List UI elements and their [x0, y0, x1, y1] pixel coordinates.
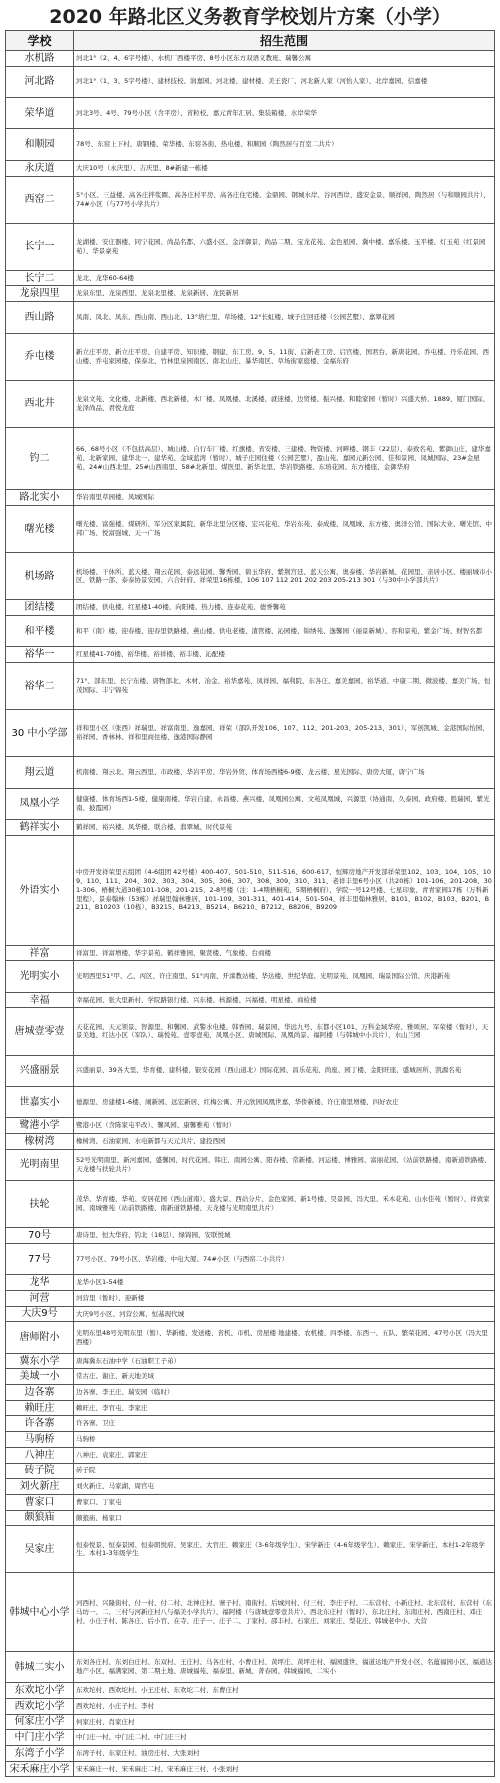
enrollment-range-text: 龙湖楼、安庄器楼、同宁花园、尚品名都、六盛小区、金洋御景、尚品二期、宝龙花苑、金色星园、冀中楼、嘉乐楼、玉平楼、灯玉苑（红景园苑）、华景豪苑	[76, 237, 486, 255]
enrollment-range-text: 天花花园、天元领景、智源里、和馨园、武警水电楼、韩香园、瑞景园、华远九号、东都小区101、万科金域华府、雅颂居、军荣楼（暂时）、天景美地、红达小区（军队）、瑞悦苑、壹零壹苑、凤凰小区、唐城国际、凤凰尚景、福阿楼（与韩城中小共片）、水山兰园	[76, 1022, 489, 1040]
table-row	[6, 1698, 495, 1714]
school-name-cell: 77号	[6, 1243, 74, 1274]
table-row	[6, 1526, 495, 1573]
table-row	[6, 1494, 495, 1510]
table-row	[6, 506, 495, 553]
school-name-cell: 河营	[6, 1290, 74, 1306]
enrollment-range-cell	[74, 1228, 495, 1244]
school-name-cell: 马驹桥	[6, 1432, 74, 1448]
enrollment-range-cell	[74, 1322, 495, 1353]
enrollment-range-text: 鹭港小区（含陈家屯平改）、馨风园、康馨雅苑（暂时）	[76, 1121, 236, 1130]
table-row	[6, 1385, 495, 1401]
table-row	[6, 1746, 495, 1762]
table-row	[6, 1290, 495, 1306]
enrollment-range-cell	[74, 945, 495, 961]
table-row	[6, 663, 495, 710]
table-row	[6, 945, 495, 961]
school-name-cell: 西北井	[6, 380, 74, 427]
enrollment-range-text: 健康楼、体育场西1-5楼、健康南楼、华岩自建、永昌楼、燕兴楼、凤凰园公寓、文苑凤凰城、兴源里（协通南、久泰园、政府楼、胜瑞园、紫光南、披霞园）	[76, 795, 490, 812]
table-row	[6, 1479, 495, 1495]
enrollment-range-text: 78号、东窑上下村、唐钢楼、荣华楼、东窑各街、热电楼、和顺园（陶然居与百室二共片）	[76, 140, 338, 149]
table-row	[6, 223, 495, 270]
school-name-cell: 裕华二	[6, 663, 74, 710]
enrollment-range-text: 71°、部东里、长宁东楼、唐物部北、木材、冶金、裕华嘉苑、凤祥园、福利院、东各庄、嘉美嘉园、裕华道、中康二期、微波楼、嘉美广场、恒茂国际、丰宁锦苑	[76, 677, 491, 695]
school-name-cell: 机场路	[6, 553, 74, 600]
table-row	[6, 1400, 495, 1416]
enrollment-range-text: 橡树湾、石油家园、水电新都与天元共片、建投西园	[76, 1136, 226, 1145]
enrollment-range-text: 马驹桥	[76, 1435, 96, 1444]
table-row	[6, 961, 495, 992]
enrollment-range-text: 河北1°（1、3、5字号楼）、建材技校、润嘉园、河北楼、建材楼、美王瓷厂、河北新人家（河怡人家）、北岸嘉园、信嘉楼	[76, 77, 428, 86]
enrollment-range-cell	[74, 1573, 495, 1652]
enrollment-range-cell	[74, 333, 495, 380]
enrollment-range-text: 恒泰悦景、恒泰景园、恒泰朗悦府、吴家庄、大官庄、赖家庄（3-6年级学生）、宋学新庄（4-6年级学生）、赖家庄、宋学新庄、本村1-2年级学生、本村1-3年级学生	[76, 1540, 485, 1558]
enrollment-range-cell	[74, 129, 495, 160]
school-name-cell: 赖旺庄	[6, 1400, 74, 1416]
table-row	[6, 1730, 495, 1746]
table-row	[6, 820, 495, 836]
page-title: 2020 年路北区义务教育学校划片方案（小学）	[49, 6, 451, 28]
enrollment-range-text: 祥富里、祥富增楼、华宇景苑、鹤祥雅园、聚贤楼、气象楼、台商楼	[76, 948, 271, 957]
enrollment-range-text: 红星楼41-70楼、裕华楼、裕祥楼、裕丰楼、沁配楼	[76, 650, 225, 659]
enrollment-range-cell	[74, 1463, 495, 1479]
school-name-cell: 冀东小学	[6, 1353, 74, 1369]
table-row	[6, 1118, 495, 1134]
enrollment-range-cell	[74, 1149, 495, 1180]
table-row	[6, 1510, 495, 1526]
enrollment-range-cell	[74, 961, 495, 992]
enrollment-range-cell	[74, 1761, 495, 1777]
school-name-cell: 长宁一	[6, 223, 74, 270]
school-name-cell: 中门庄小学	[6, 1730, 74, 1746]
enrollment-range-text: 龙泉东里、龙泉西里、龙泉北里楼、龙泉新居、龙民新居	[76, 289, 239, 298]
table-row	[6, 757, 495, 788]
school-name-cell: 路北实小	[6, 490, 74, 506]
enrollment-range-cell	[74, 1353, 495, 1369]
enrollment-range-cell	[74, 380, 495, 427]
enrollment-range-text: 茂华、华育楼、华苑、安居花园（西山道南）、盛大景、西站分片、金色家园、新1号楼、昊景园、冯大里、禾木花苑、山水佳苑（暂时）、祥致家园、南城雅苑（站前铁路楼、南新道铁路楼、天龙楼与光明南里共片）	[76, 1195, 490, 1213]
school-name-cell: 吴家庄	[6, 1526, 74, 1573]
school-name-cell: 西欢坨小学	[6, 1698, 74, 1714]
enrollment-range-cell	[74, 788, 495, 819]
school-name-cell: 凤凰小学	[6, 788, 74, 819]
table-row	[6, 270, 495, 286]
enrollment-range-cell	[74, 1181, 495, 1228]
school-name-cell: 鹭港小学	[6, 1118, 74, 1134]
enrollment-range-cell	[74, 1400, 495, 1416]
enrollment-range-cell	[74, 1510, 495, 1526]
enrollment-range-text: 河营里（暂时）、迎新楼	[76, 1293, 145, 1302]
school-name-cell: 何家庄小学	[6, 1714, 74, 1730]
enrollment-range-cell	[74, 1275, 495, 1291]
school-name-cell: 西山路	[6, 302, 74, 333]
enrollment-range-text: 大庆9号小区、河营公寓、恒基现代城	[76, 1309, 185, 1318]
table-row	[6, 427, 495, 490]
enrollment-range-cell	[74, 1730, 495, 1746]
enrollment-range-text: 砖子院	[76, 1466, 96, 1475]
enrollment-range-cell	[74, 1494, 495, 1510]
school-name-cell: 韩城二实小	[6, 1651, 74, 1682]
school-name-cell: 世嘉实小	[6, 1086, 74, 1117]
enrollment-range-cell	[74, 1416, 495, 1432]
enrollment-range-cell	[74, 710, 495, 757]
enrollment-range-cell	[74, 66, 495, 97]
enrollment-range-cell	[74, 1369, 495, 1385]
table-row	[6, 788, 495, 819]
school-name-cell: 乔屯楼	[6, 333, 74, 380]
enrollment-range-text: 赖旺庄、李官屯、李家庄	[76, 1403, 148, 1412]
enrollment-range-text: 光明西里51°甲、乙、丙区、许庄南里、51°丙南、开滦教站楼、华达楼、世纪华庭、光明景苑、凤凰园、瑞景国际公馆、庆港新苑	[76, 972, 451, 981]
table-row	[6, 1228, 495, 1244]
school-name-cell: 大庆9号	[6, 1306, 74, 1322]
enrollment-range-cell	[74, 616, 495, 647]
school-name-cell: 河北路	[6, 66, 74, 97]
enrollment-range-text: 德源里、房建楼1-6楼、闹新园、远宏新居、红梅公寓、开元欣园凤凰世嘉、华侨新楼、许庄南里增楼、四好农庄	[76, 1097, 399, 1106]
table-row	[6, 1432, 495, 1448]
enrollment-range-cell	[74, 663, 495, 710]
enrollment-range-cell	[74, 1086, 495, 1117]
enrollment-range-cell	[74, 1243, 495, 1274]
school-name-cell: 刘火新庄	[6, 1479, 74, 1495]
enrollment-range-text: 龙泉文苑、文化楼、北新楼、西北新楼、木厂楼、凤凰楼、北溪楼、就迷楼、边贸楼、振兴楼、和睦家园（暂时）兴盛大桥、1889、厦门国际、龙泽尚品、君悦龙庭	[76, 394, 490, 412]
school-name-cell: 70号	[6, 1228, 74, 1244]
enrollment-range-cell	[74, 160, 495, 176]
table-row	[6, 160, 495, 176]
enrollment-range-text: 河西村、兴隆街村、付一村、付二村、北神庄村、寨子村、南街村、后城河村、付三村、李庄子村、二东营村、小新庄村、北东营村、东营村（东马坊一、二、三村与河新庄村八与福美小学共片）、福阿楼（与唐城壹零壹共片）、西北东庄村（暂时）、东北庄村、东南庄村、西南庄村、邓庄村、小庄子村、陈各庄、后小官、在寺、庄子一、庄子二、丁家村、邵丰村、石家庄、刘家庄、梨花庄、韩城老中小、大营	[76, 1598, 492, 1625]
table-row	[6, 835, 495, 945]
table-row	[6, 490, 495, 506]
table-row	[6, 600, 495, 616]
table-row	[6, 1447, 495, 1463]
enrollment-range-cell	[74, 835, 495, 945]
table-row	[6, 553, 495, 600]
enrollment-range-text: 光明东里48号光明东里（暂）、华新楼、发送楼、省机、市机、房屋楼 地建楼、农机楼、四季楼、东西一、五队、繁荣花园、47号小区（冯大里西楼）	[76, 1328, 488, 1346]
enrollment-range-cell	[74, 757, 495, 788]
enrollment-range-cell	[74, 647, 495, 663]
table-row	[6, 1055, 495, 1086]
enrollment-range-text: 华岩南里草园楼、凤城国际	[76, 493, 154, 502]
enrollment-range-cell	[74, 1698, 495, 1714]
enrollment-range-cell	[74, 1306, 495, 1322]
header-school: 学校	[6, 31, 74, 51]
enrollment-range-cell	[74, 992, 495, 1008]
school-name-cell: 和顺园	[6, 129, 74, 160]
enrollment-range-text: 颇狼庙、杨家口	[76, 1513, 122, 1522]
school-name-cell: 龙华	[6, 1275, 74, 1291]
enrollment-range-cell	[74, 506, 495, 553]
table-row	[6, 66, 495, 97]
table-row	[6, 98, 495, 129]
enrollment-range-cell	[74, 286, 495, 302]
enrollment-range-text: 东刘各庄村、东刘白庄村、东双村、王庄村、马各庄村、小曹庄村、黄坪庄、黄坪庄村、福园盛世、福道达地产开发小区、名蕴福园小区、福道达地产小区、福满家园、第二期土地、唐城福苑、福泰里、新城、菁春园、韩城福园、二实小	[76, 1658, 492, 1676]
enrollment-range-text: 西欢坨村、小庄子村、李村	[76, 1701, 154, 1710]
enrollment-range-text: 唐海冀东石油中学（石油职工子弟）	[76, 1356, 180, 1365]
school-name-cell: 幸福	[6, 992, 74, 1008]
enrollment-range-text: 77号小区、79号小区、华岩楼、中电大厦、74#小区（与西窑二小共片）	[76, 1254, 289, 1263]
enrollment-range-text: 边各寨、李王庄、瑞安园（临时）	[76, 1388, 174, 1397]
table-row	[6, 1275, 495, 1291]
enrollment-range-text: 何家庄村、肖家庄村	[76, 1717, 135, 1726]
school-name-cell: 颇狼庙	[6, 1510, 74, 1526]
enrollment-range-text: 和平（南）楼、迎春楼、迎春里铁路楼、燕山楼、供电老楼、渣管楼、沁园楼、锦绣苑、逸馨园（丽景新城）、容和景苑、紫金广场、财智名都	[76, 626, 483, 635]
enrollment-range-text: 祥和里小区（张西）祥瑞里、祥富南里、逸嘉园、祥荣（部队开发106、107、112、201-203、205-213、301）、军创凯城、金港国际怡园、裕祥园、香林林、祥和里商住楼、逸港国际静园	[76, 724, 489, 742]
table-row	[6, 1086, 495, 1117]
school-name-cell: 曙光楼	[6, 506, 74, 553]
table-row	[6, 286, 495, 302]
school-name-cell: 橡树湾	[6, 1134, 74, 1150]
school-name-cell: 许各寨	[6, 1416, 74, 1432]
school-name-cell: 鹤祥实小	[6, 820, 74, 836]
enrollment-range-text: 机南楼、翔云北、翔云西里、市政楼、华岩平房、华岩外贸、体育场西楼6-9楼、龙云楼、星光国际、唐房大厦、唐宁广场	[76, 768, 425, 777]
school-name-cell: 长宁二	[6, 270, 74, 286]
school-name-cell: 曹家口	[6, 1494, 74, 1510]
enrollment-range-text: 八神庄、袁家庄、郭家庄	[76, 1450, 148, 1459]
enrollment-range-cell	[74, 223, 495, 270]
enrollment-range-text: 曙光楼、富强楼、煤研所、军分区家属院、新华北里分区楼、宏兴花苑、华岩东苑、泰成楼、凤凰城、东方楼、奥洋公馆、国际大业、曙光馆、中邦广场、悦富强城、天一广场	[76, 520, 492, 538]
enrollment-range-text: 河北1°（2、4、6字号楼）、水机厂西楼平房、8号小区东方双语义教班、瑞馨公寓	[76, 53, 312, 62]
enrollment-range-cell	[74, 1746, 495, 1762]
table-row	[6, 1008, 495, 1055]
school-name-cell: 宋禾麻庄小学	[6, 1761, 74, 1777]
enrollment-range-cell	[74, 1134, 495, 1150]
enrollment-range-cell	[74, 553, 495, 600]
enrollment-range-cell	[74, 51, 495, 67]
school-name-cell: 裕华一	[6, 647, 74, 663]
table-row	[6, 1714, 495, 1730]
school-name-cell: 西窑二	[6, 176, 74, 223]
enrollment-range-cell	[74, 1447, 495, 1463]
enrollment-range-cell	[74, 1683, 495, 1699]
enrollment-range-cell	[74, 490, 495, 506]
enrollment-range-cell	[74, 820, 495, 836]
school-name-cell: 荣华道	[6, 98, 74, 129]
table-body	[6, 51, 495, 1777]
table-row	[6, 1761, 495, 1777]
school-name-cell: 八神庄	[6, 1447, 74, 1463]
table-row	[6, 1306, 495, 1322]
table-row	[6, 1683, 495, 1699]
table-row	[6, 1369, 495, 1385]
school-name-cell: 30 中小学部	[6, 710, 74, 757]
table-row	[6, 1416, 495, 1432]
school-name-cell: 祥富	[6, 945, 74, 961]
enrollment-range-text: 唐诗里、恒大华府、钓北（18层）、绿锦园、安联悦城	[76, 1231, 231, 1240]
school-name-cell: 东欢坨小学	[6, 1683, 74, 1699]
enrollment-range-cell	[74, 1008, 495, 1055]
enrollment-range-cell	[74, 270, 495, 286]
table-row	[6, 1353, 495, 1369]
table-row	[6, 1463, 495, 1479]
table-row	[6, 616, 495, 647]
school-name-cell: 和平楼	[6, 616, 74, 647]
enrollment-range-text: 许各寨、卫庄	[76, 1419, 115, 1428]
enrollment-range-text: 兴盛丽景、39各大里、华育楼、建科楼、银安花园（西山道北）国际花园、昌乐花苑、尚座、园丁楼、金阳旺座、盛城居所、凯源名苑	[76, 1066, 462, 1075]
enrollment-range-text: 大庆10号（永庆里）、吉庆里、8#新建一栋楼	[76, 163, 208, 172]
enrollment-range-text: 团结楼、供电楼、红星楼1-40楼、向阳楼、热力楼、连泰花苑、德誉馨苑	[76, 603, 286, 612]
table-row	[6, 710, 495, 757]
table-header-row	[6, 31, 495, 51]
school-name-cell: 唐城壹零壹	[6, 1008, 74, 1055]
table-row	[6, 176, 495, 223]
enrollment-range-cell	[74, 302, 495, 333]
table-row	[6, 1134, 495, 1150]
table-row	[6, 647, 495, 663]
enrollment-range-text: 凤南、凤北、凤东、西山南、西山北、13°培仁里、草场楼、12°长虹楼、城子庄回廷楼（公园艺墅）、嘉翠花园	[76, 312, 395, 321]
table-row	[6, 1651, 495, 1682]
header-range: 招生范围	[74, 31, 495, 51]
enrollment-range-text: 66、68号小区（不包括高层）、城山楼、自行车厂楼、红旗楼、省安楼、三建楼、物资楼、河畔楼、钢丰（22层）、泰致名苑、紫御山庄、建华嘉苑、北新家园、建华北一、建华苑、金域蓝湾（暂时）、城子庄园住楼（公园艺墅）、盈山苑、嘉园元新公园、佳和景园、凤城国际、23#金屋苑、24#山西北里、25#山西南里、58#北新里、煤医里、新华北里、华岩铁路楼、东培花园、东方楼座、金御华府	[76, 445, 491, 471]
enrollment-range-text: 河北3号、4号、79号小区（含平房）、省粒校、嘉元青年汇居、集装箱楼、水岸荣华	[76, 108, 317, 117]
enrollment-range-text: 曹家口、丁家屯	[76, 1497, 122, 1506]
school-name-cell: 兴盛丽景	[6, 1055, 74, 1086]
school-name-cell: 唐师附小	[6, 1322, 74, 1353]
enrollment-range-text: 中房开发祥荣里五组团（4-6组团 42号楼）400-407、501-510、511-516、600-617、恒辉房地产开发部祥荣里102、103、104、105、109、110、111、204、302、303、304、305、306、307、308、309、310、311、老祥丰里6号小区（共20栋）101-106、201-208、301-306、梧桐大道30栋101-108、201-215、2-8号楼（注：1-4期梧桐苑、5期梧桐府）、学院一号12号楼、七星印象、青青家园17栋（万科新里程）、景泰翰林（53栋）祥瑞里翰林雅居、101-109、301-311、401-414、501-504、祥丰里翰林雅居、B101、B102、B103、B201、B211、B10203（10栋）、B3215、B4213、B5214、B6210、B7212、B8206、B9209	[76, 868, 492, 912]
table-row	[6, 992, 495, 1008]
enrollment-range-text: 龙北、龙华60-64楼	[76, 273, 134, 282]
enrollment-range-text: 机场楼、干休所、蓝天楼、翔云花园、泰远花园、馨秀园、碧玉华府、紫荆宫廷、蓝天公寓、奥泰楼、华岩新城、花园里、亲居小区、楼丽城市小区、铁路一部、泰泰协景安园、六合轩府、祥荣里16栋楼、106 107 112 201 202 203 205-213 301（与30中小学部共片）	[76, 567, 492, 585]
enrollment-range-cell	[74, 1479, 495, 1495]
school-name-cell: 光明南里	[6, 1149, 74, 1180]
school-name-cell: 翔云道	[6, 757, 74, 788]
enrollment-range-text: 宋禾麻庄一村、宋禾麻庄二村、宋禾麻庄三村、小张刘村	[76, 1764, 239, 1773]
enrollment-range-text: 龙华小区1-54楼	[76, 1278, 124, 1287]
school-name-cell: 韩城中心小学	[6, 1573, 74, 1652]
enrollment-range-cell	[74, 1526, 495, 1573]
enrollment-range-text: 东欢坨村、西欢坨村、小王庄村、东欢坨二村、东曹庄村	[76, 1686, 239, 1695]
enrollment-range-cell	[74, 1651, 495, 1682]
school-name-cell: 外语实小	[6, 835, 74, 945]
school-name-cell: 光明实小	[6, 961, 74, 992]
enrollment-range-text: 鹤祥园、裕兴楼、凤华楼、联合楼、翡翠城、时代景苑	[76, 823, 232, 832]
school-name-cell: 扶轮	[6, 1181, 74, 1228]
school-name-cell: 东湾子小学	[6, 1746, 74, 1762]
table-row	[6, 380, 495, 427]
table-row	[6, 1149, 495, 1180]
school-name-cell: 永庆道	[6, 160, 74, 176]
enrollment-range-cell	[74, 600, 495, 616]
enrollment-range-cell	[74, 1055, 495, 1086]
enrollment-range-text: 52号光明南里、新河嘉园、盛馨园、时代花园、韩庄、南园公寓、阳春楼、常新楼、河运楼、博雅园、富丽花园、（站前铁路楼、南新道铁路楼、天龙楼与扶轮共片）	[76, 1156, 491, 1173]
table-row	[6, 333, 495, 380]
enrollment-range-text: 5°小区、三益楼、高各庄拌浆圈、高各庄村平房、高各庄住宅楼、金鼎园、钢城水岸、谷河西岸、盛安金景、顺祥园、陶然居（与和顺园共片）、74#小区（与77号小学共片）	[76, 190, 490, 208]
table-row	[6, 1573, 495, 1652]
table-row	[6, 51, 495, 67]
school-name-cell: 水机路	[6, 51, 74, 67]
enrollment-range-text: 新立庄平房、新立庄平房、自建平房、知识楼、钢建、东工房、9、5、11街、启新老工房、启官楼、国君台、新唐花园、乔屯楼、丹乐花园、西山楼、乔屯家园楼、保泰北、竹林里泉园南区、南北山庄、暴华南区、草场街家庭楼、金福东府	[76, 347, 490, 365]
enrollment-table	[5, 30, 495, 1777]
enrollment-range-cell	[74, 1290, 495, 1306]
school-name-cell: 砖子院	[6, 1463, 74, 1479]
enrollment-range-cell	[74, 1432, 495, 1448]
table-row	[6, 129, 495, 160]
enrollment-range-cell	[74, 1714, 495, 1730]
enrollment-range-text: 幸福花园、张大里新村、学院路银行楼、兴东楼、核源楼、兴福楼、明星楼、商检楼	[76, 995, 317, 1004]
table-row	[6, 302, 495, 333]
school-name-cell: 美域一小	[6, 1369, 74, 1385]
table-row	[6, 1243, 495, 1274]
table-row	[6, 1322, 495, 1353]
enrollment-range-text: 东湾子村、东家庄村、油房庄村、大张刘村	[76, 1748, 200, 1757]
enrollment-range-text: 常古庄、谢庄、新天地美域	[76, 1372, 154, 1381]
enrollment-range-cell	[74, 427, 495, 490]
table-row	[6, 1181, 495, 1228]
enrollment-range-cell	[74, 1385, 495, 1401]
school-name-cell: 龙泉四里	[6, 286, 74, 302]
school-name-cell: 团结楼	[6, 600, 74, 616]
enrollment-range-cell	[74, 1118, 495, 1134]
enrollment-range-cell	[74, 176, 495, 223]
enrollment-range-cell	[74, 98, 495, 129]
school-name-cell: 钓二	[6, 427, 74, 490]
school-name-cell: 边各寨	[6, 1385, 74, 1401]
enrollment-range-text: 刘火新庄、马家湖、周官屯	[76, 1482, 154, 1491]
enrollment-range-text: 中门庄一村、中门庄二村、中门庄三村	[76, 1733, 187, 1742]
